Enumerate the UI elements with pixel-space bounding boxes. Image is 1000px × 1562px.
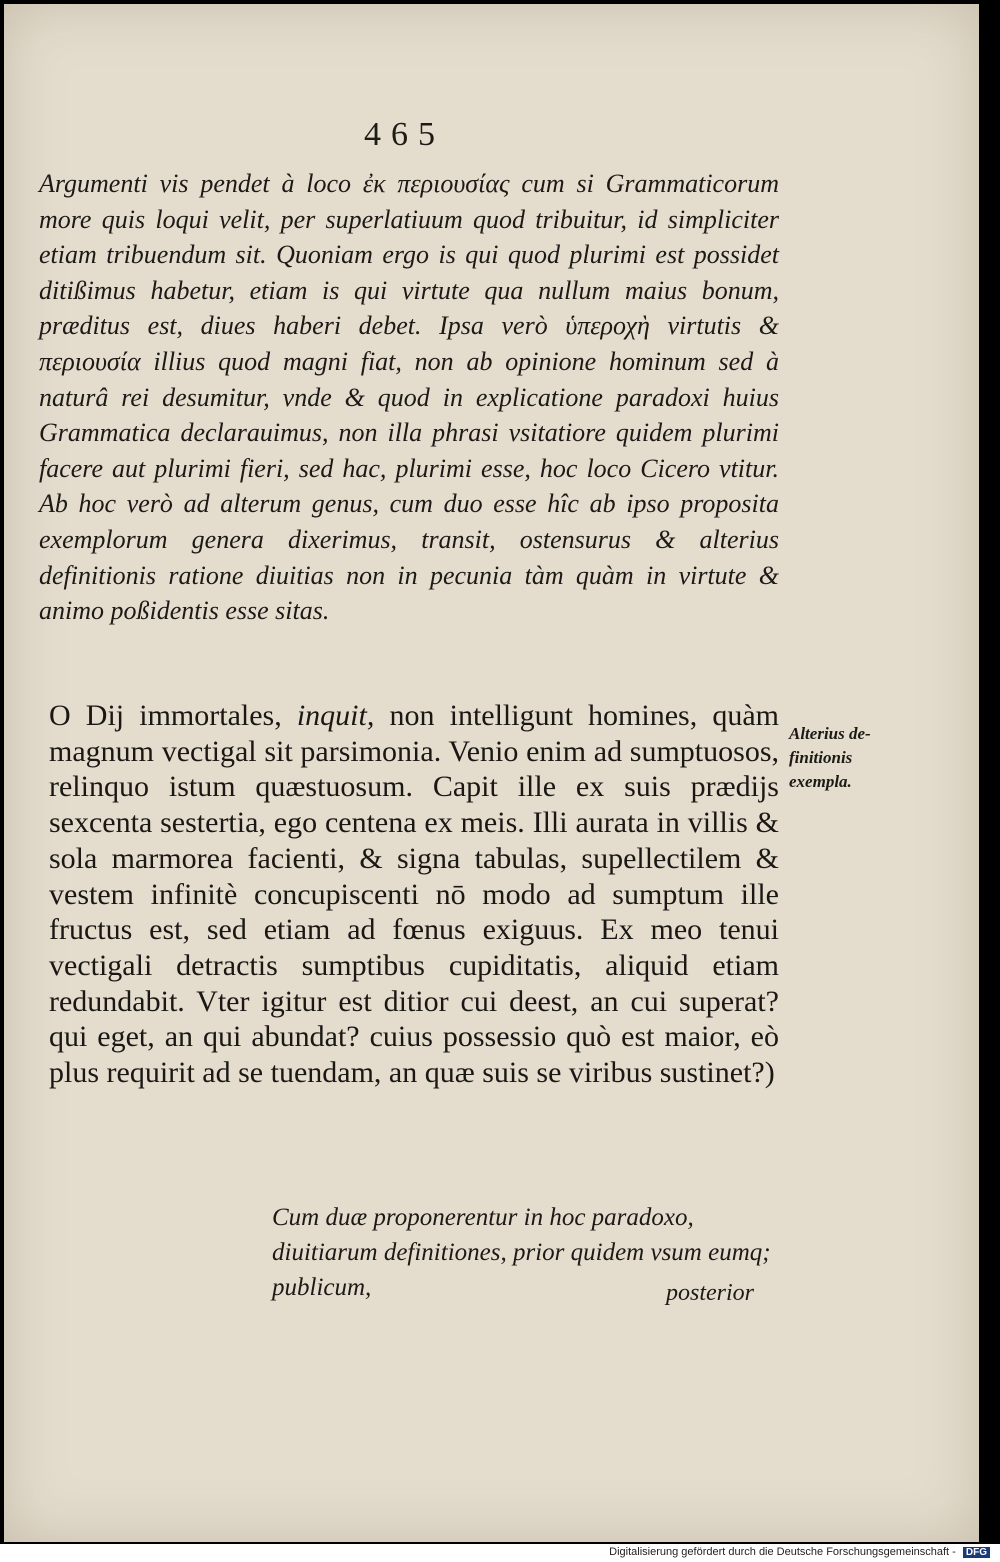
commentary-paragraph-top: Argumenti vis pendet à loco ἐκ περιουσίας cum si Grammaticorum more quis loqui velit, per superlatiuum quod tribuitur, id simpliciter etiam tribuendum sit. Quoniam ergo is qui quod plurimi est possidet ditißimus habetur, etiam is qui virtute qua nullum maius bonum, præditus est, diues haberi debet. Ipsa verò ὑπεροχὴ virtutis & περιουσία illius quod magni fiat, non ab opinione hominum sed à naturâ rei desumitur, vnde & quod in explicatione paradoxi huius Grammatica declarauimus, non illa phrasi vsitatiore quidem plurimi facere aut plurimi fieri, sed hac, plurimi esse, hoc loco Cicero vtitur. Ab hoc verò ad alterum genus, cum duo esse hîc ab ipso proposita exemplorum genera dixerimus, transit, ostensurus & alterius definitionis ratione diuitias non in pecunia tàm quàm in virtute & animo poßidentis esse sitas. <box>39 169 779 626</box>
cicero-quotation-start: O Dij immortales, <box>49 699 282 732</box>
margin-note-line: exempla. <box>789 772 852 791</box>
footer-credit-text: Digitalisierung gefördert durch die Deutsche Forschungsgemeinschaft - <box>609 1546 956 1558</box>
margin-note <box>789 722 899 794</box>
commentary-paragraph-bottom: Cum duæ proponerentur in hoc paradoxo, diuitiarum definitiones, prior quidem vsum eumq; publicum, <box>272 1204 771 1301</box>
cicero-quotation-inquit: inquit, <box>296 699 375 732</box>
page-number: 465 <box>364 116 445 153</box>
footer-credit <box>609 1546 990 1558</box>
cicero-quotation-rest: non intelligunt homines, quàm magnum vectigal sit parsimonia. Venio enim ad sumptuosos, relinquo istum quæstuosum. Capit ille ex suis prædijs sexcenta sestertia, ego centena ex meis. Illi aurata in villis & sola marmorea facienti, & signa tabulas, supellectilem & vestem infinitè concupiscenti nō modo ad sumptum ille fructus est, sed etiam ad fœnus exiguus. Ex meo tenui vectigali detractis sumptibus cupiditatis, aliquid etiam redundabit. Vter igitur est ditior cui deest, an cui superat? qui eget, an qui abundat? cuius possessio quò est maior, eò plus requirit ad se tuendam, an quæ suis se viribus sustinet?) <box>49 699 779 1090</box>
catchword: posterior <box>666 1280 755 1306</box>
dfg-logo: DFG <box>963 1547 990 1558</box>
cicero-quotation <box>49 698 779 1091</box>
margin-note-line: Alterius de- <box>789 724 871 743</box>
book-page <box>4 4 979 1542</box>
margin-note-line: finitionis <box>789 748 853 767</box>
